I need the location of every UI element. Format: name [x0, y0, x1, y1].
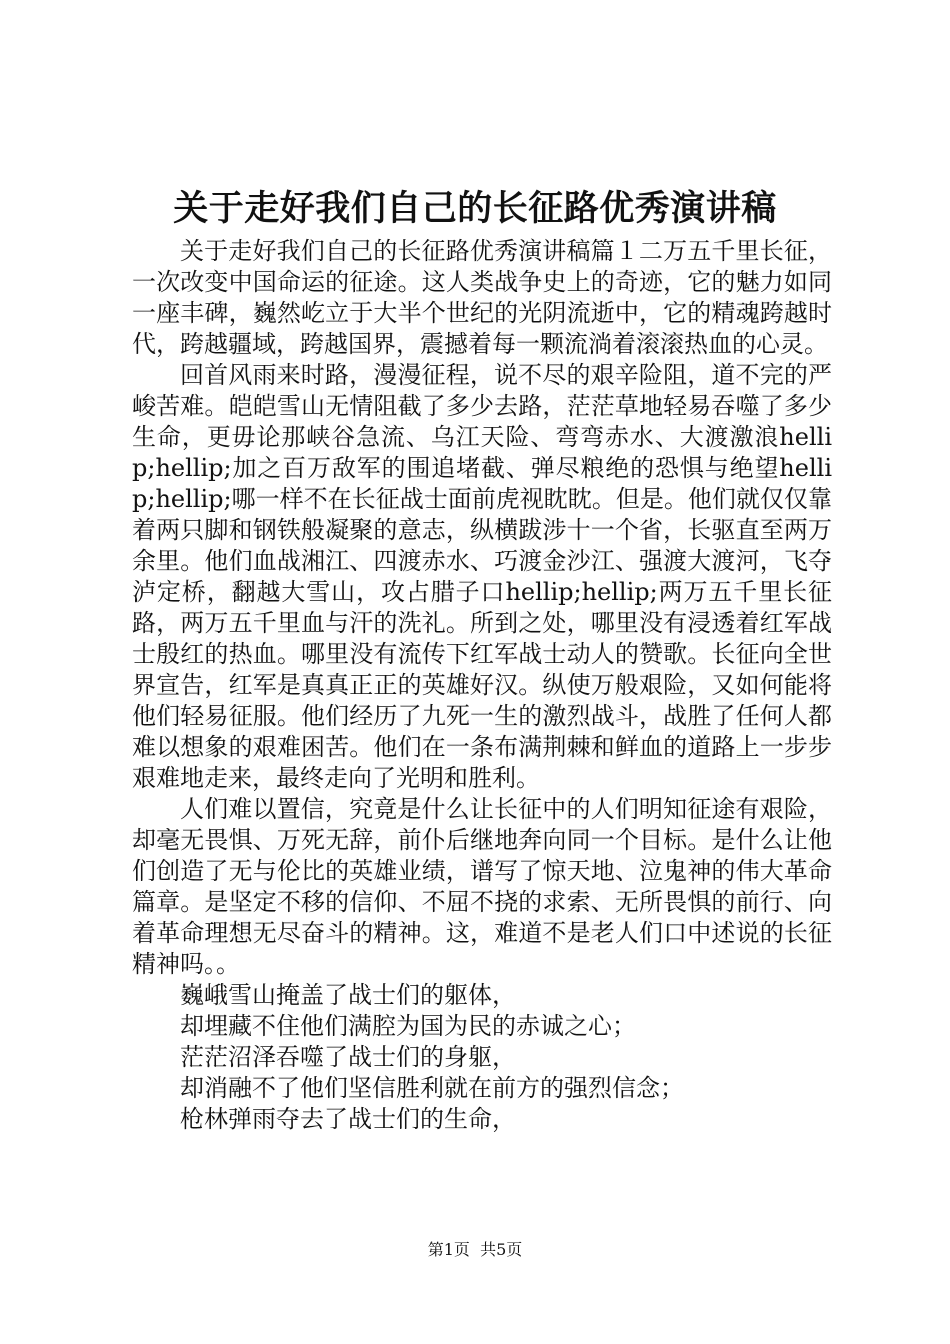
document-body	[132, 236, 832, 1135]
page-total: 共5页	[480, 1240, 523, 1259]
paragraph-1: 关于走好我们自己的长征路优秀演讲稿篇１二万五千里长征，一次改变中国命运的征途。这人类战争史上的奇迹，它的魅力如同一座丰碑，巍然屹立于大半个世纪的光阴流逝中，它的精魂跨越时代，跨越疆域，跨越国界，震撼着每一颗流淌着滚滚热血的心灵。	[132, 237, 832, 358]
paragraph-2: 回首风雨来时路，漫漫征程，说不尽的艰辛险阻，道不完的严峻苦难。皑皑雪山无情阻截了多少去路，茫茫草地轻易吞噬了多少生命，更毋论那峡谷急流、乌江天险、弯弯赤水、大渡激浪hellip;hellip;加之百万敌军的围追堵截、弹尽粮绝的恐惧与绝望hellip;hellip;哪一样不在长征战士面前虎视眈眈。但是。他们就仅仅靠着两只脚和钢铁般凝聚的意志，纵横跋涉十一个省，长驱直至两万余里。他们血战湘江、四渡赤水、巧渡金沙江、强渡大渡河，飞夺泸定桥，翻越大雪山，攻占腊子口hellip;hellip;两万五千里长征路，两万五千里血与汗的洗礼。所到之处，哪里没有浸透着红军战士殷红的热血。哪里没有流传下红军战士动人的赞歌。长征向全世界宣告，红军是真真正正的英雄好汉。纵使万般艰险，又如何能将他们轻易征服。他们经历了九死一生的激烈战斗，战胜了任何人都难以想象的艰难困苦。他们在一条布满荆棘和鲜血的道路上一步步艰难地走来，最终走向了光明和胜利。	[132, 361, 832, 792]
page-number: 第1页	[427, 1240, 470, 1259]
verse-line-1: 巍峨雪山掩盖了战士们的躯体，	[180, 981, 516, 1009]
footer-spacer	[470, 1240, 480, 1259]
page-footer	[0, 1240, 950, 1260]
paragraph-3: 人们难以置信，究竟是什么让长征中的人们明知征途有艰险，却毫无畏惧、万死无辞，前仆后继地奔向同一个目标。是什么让他们创造了无与伦比的英雄业绩，谱写了惊天地、泣鬼神的伟大革命篇章。是坚定不移的信仰、不屈不挠的求索、无所畏惧的前行、向着革命理想无尽奋斗的精神。这，难道不是老人们口中述说的长征精神吗。。	[132, 795, 832, 978]
verse-line-2: 却埋藏不住他们满腔为国为民的赤诚之心；	[180, 1012, 636, 1040]
verse-line-4: 却消融不了他们坚信胜利就在前方的强烈信念；	[180, 1074, 684, 1102]
verse-line-3: 茫茫沼泽吞噬了战士们的身躯，	[180, 1043, 516, 1071]
verse-line-5: 枪林弹雨夺去了战士们的生命，	[180, 1105, 516, 1133]
document-title: 关于走好我们自己的长征路优秀演讲稿	[173, 188, 777, 229]
